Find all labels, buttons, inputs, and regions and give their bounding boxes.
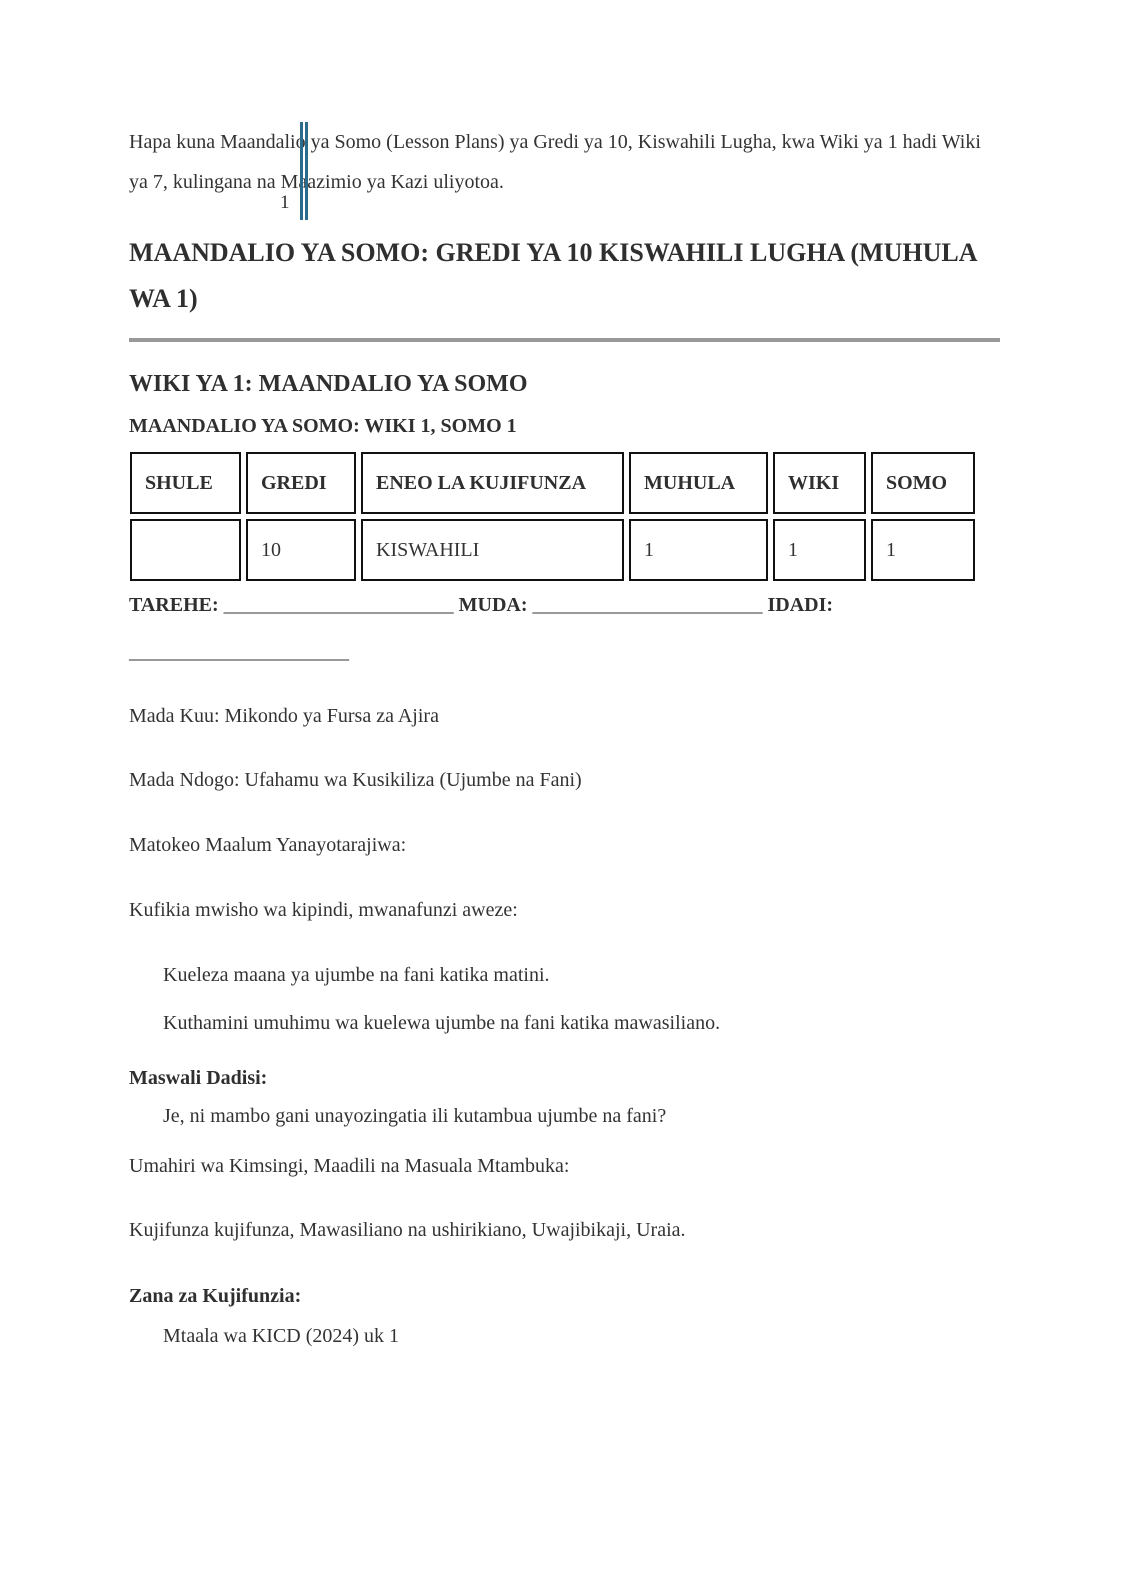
document-page [0,122,1132,1583]
week-heading: WIKI YA 1: MAANDALIO YA SOMO [129,371,528,397]
idadi-blank: ______________________ [129,641,349,663]
matokeo-heading: Matokeo Maalum Yanayotarajiwa: [129,834,407,856]
mada-ndogo-paragraph: Mada Ndogo: Ufahamu wa Kusikiliza (Ujumbe na Fani) [129,769,582,791]
section-divider [129,338,1000,342]
data-cell-gredi: 10 [246,519,356,581]
umahiri-values-paragraph: Kujifunza kujifunza, Mawasiliano na ushirikiano, Uwajibikaji, Uraia. [129,1219,686,1241]
data-cell-somo: 1 [871,519,975,581]
table-data-row [130,519,975,581]
header-cell-gredi: GREDI [246,452,356,514]
data-cell-eneo: KISWAHILI [361,519,624,581]
objective-item: Kueleza maana ya ujumbe na fani katika matini. [163,964,550,986]
data-cell-wiki: 1 [773,519,866,581]
idadi-label: IDADI: [767,594,834,616]
muda-blank: _______________________ [532,594,763,616]
umahiri-paragraph: Umahiri wa Kimsingi, Maadili na Masuala Mtambuka: [129,1155,570,1177]
tarehe-blank: _______________________ [223,594,454,616]
maswali-dadisi-label: Maswali Dadisi: [129,1067,268,1089]
table-header-row [130,452,975,514]
header-cell-eneo: ENEO LA KUJIFUNZA [361,452,624,514]
maswali-question: Je, ni mambo gani unayozingatia ili kutambua ujumbe na fani? [163,1105,667,1127]
zana-item: Mtaala wa KICD (2024) uk 1 [163,1325,400,1347]
document-body[interactable] [0,122,1132,1349]
header-cell-muhula: MUHULA [629,452,768,514]
objective-item: Kuthamini umuhimu wa kuelewa ujumbe na fani katika mawasiliano. [163,1012,721,1034]
data-cell-muhula: 1 [629,519,768,581]
tarehe-label: TAREHE: [129,594,219,616]
header-cell-wiki: WIKI [773,452,866,514]
date-time-fields [129,592,1000,665]
header-cell-somo: SOMO [871,452,975,514]
document-title: MAANDALIO YA SOMO: GREDI YA 10 KISWAHILI LUGHA (MUHULA WA 1) [129,238,977,313]
zana-label: Zana za Kujifunzia: [129,1285,302,1307]
kufikia-paragraph: Kufikia mwisho wa kipindi, mwanafunzi aweze: [129,899,518,921]
intro-paragraph: Hapa kuna Maandalio ya Somo (Lesson Plans) ya Gredi ya 10, Kiswahili Lugha, kwa Wiki ya 1 hadi Wiki ya 7, kulingana na Maazimio ya Kazi uliyotoa. [129,131,981,193]
muda-label: MUDA: [458,594,528,616]
page-number: 1 [280,192,290,213]
text-cursor-line [300,122,308,220]
data-cell-shule [130,519,241,581]
lesson-info-table [125,447,980,586]
lesson-subheading: MAANDALIO YA SOMO: WIKI 1, SOMO 1 [129,415,517,437]
mada-kuu-paragraph: Mada Kuu: Mikondo ya Fursa za Ajira [129,705,439,727]
header-cell-shule: SHULE [130,452,241,514]
